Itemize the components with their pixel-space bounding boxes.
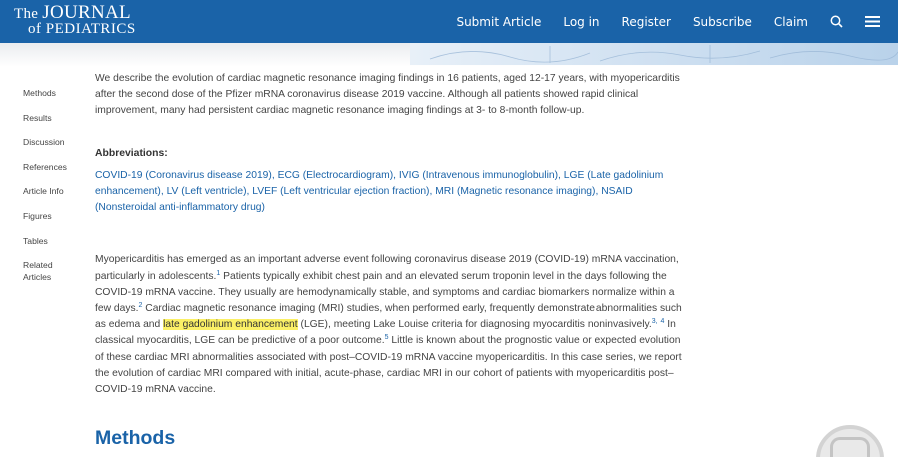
logo-the: The	[14, 6, 39, 22]
body-text: abnormalities such as edema and	[95, 303, 682, 331]
sidebar-item-discussion[interactable]: Discussion	[23, 137, 65, 148]
nav-subscribe[interactable]: Subscribe	[692, 14, 752, 29]
reference-link[interactable]: 1	[216, 269, 221, 277]
menu-icon[interactable]	[865, 15, 880, 28]
introduction-paragraph	[95, 252, 685, 398]
logo-pediatrics: PEDIATRICS	[45, 21, 136, 37]
body-text: Cardiac magnetic resonance imaging (MRI) studies, when performed early, frequently demonstrate	[142, 303, 595, 315]
highlighted-text[interactable]: late gadolinium enhancement	[163, 319, 298, 331]
sidebar-item-results[interactable]: Results	[23, 112, 52, 123]
body-text: Myopericarditis has emerged as an important adverse event following coronavirus disease 2019 (COVID-19) mRNA vaccination, particularly in adolescents.	[95, 254, 679, 282]
article-body	[95, 71, 685, 398]
sidebar-item-related-articles[interactable]	[23, 259, 83, 283]
nav-submit-article[interactable]: Submit Article	[456, 14, 542, 29]
journal-logo[interactable]	[14, 2, 136, 37]
abbreviation-item[interactable]: LV (Left ventricle)	[166, 186, 247, 198]
reference-link[interactable]: 5	[384, 334, 389, 342]
top-nav	[456, 0, 880, 43]
abbreviation-item[interactable]: NSAID (Nonsteroidal anti-inflammatory drug)	[95, 186, 633, 214]
body-text: (LGE), meeting Lake Louise criteria for diagnosing myocarditis noninvasively.	[297, 319, 652, 331]
accessibility-widget-icon[interactable]	[816, 425, 884, 457]
abbreviation-item[interactable]: ECG (Electrocardiogram)	[277, 169, 394, 181]
logo-journal: JOURNAL	[42, 2, 131, 23]
abbreviation-item[interactable]: LGE (Late gadolinium enhancement)	[95, 169, 664, 198]
section-heading-methods: Methods	[95, 427, 176, 449]
abstract-paragraph: We describe the evolution of cardiac magnetic resonance imaging findings in 16 patients, aged 12-17 years, with myopericarditis after the second dose of the Pfizer mRNA coronavirus disease 2019 vaccine. Although all patients showed rapid clinical improvement, many had persistent cardiac magnetic resonance imaging findings at 3- to 8-month follow-up.	[95, 73, 680, 117]
body-text: In classical myocarditis, LGE can be predictive of a poor outcome.	[95, 319, 676, 347]
sidebar-item-references[interactable]: References	[23, 161, 67, 172]
abbreviations-heading: Abbreviations:	[95, 147, 168, 159]
sidebar-item-methods[interactable]: Methods	[23, 88, 56, 98]
abbreviation-item[interactable]: LVEF (Left ventricular ejection fraction)	[252, 186, 430, 198]
abbreviation-item[interactable]: MRI (Magnetic resonance imaging)	[435, 186, 596, 198]
nav-claim[interactable]: Claim	[773, 14, 808, 29]
sidebar-item-article-info[interactable]: Article Info	[23, 186, 64, 197]
widget-arc	[830, 437, 870, 457]
site-header	[0, 0, 898, 43]
abbreviation-item[interactable]: IVIG (Intravenous immunoglobulin)	[398, 169, 559, 181]
abbreviation-item[interactable]: COVID-19 (Coronavirus disease 2019)	[95, 169, 272, 181]
abbreviations-list: COVID-19 (Coronavirus disease 2019), ECG (Electrocardiogram), IVIG (Intravenous immunoglobulin), LGE (Late gadolinium enhancement), LV (Left ventricle), LVEF (Left ventricular ejection fraction), MRI (Magnetic resonance imaging), NSAID (Nonsteroidal anti-inflammatory drug)	[95, 169, 664, 214]
body-text: Little is known about the prognostic value or expected evolution of these cardiac MRI abnormalities associated with post–COVID-19 mRNA vaccine myopericarditis. In this case series, we report the evolution of cardiac MRI compared with initial, acute-phase, cardiac MRI in our cohort of patients with myopericarditis post–COVID-19 mRNA vaccine.	[95, 335, 682, 396]
logo-of: of	[28, 21, 42, 37]
decorative-formula-banner	[410, 43, 898, 65]
nav-log-in[interactable]: Log in	[563, 14, 600, 29]
search-icon[interactable]	[830, 15, 843, 28]
sidebar-item-tables[interactable]: Tables	[23, 235, 48, 246]
reference-link[interactable]: 3,	[651, 318, 658, 326]
reference-link[interactable]: 4	[660, 318, 665, 326]
sidebar-item-figures[interactable]: Figures	[23, 210, 52, 221]
article-sidebar-nav	[23, 87, 83, 283]
related-line-2: Articles	[23, 272, 52, 283]
body-text: Patients typically exhibit chest pain and an elevated serum troponin level in the days following the COVID-19 mRNA vaccine. They usually are hemodynamically stable, and symptoms and cardiac biomarkers normalize within a few days.	[95, 270, 675, 315]
nav-register[interactable]: Register	[621, 14, 671, 29]
related-line-1: Related	[23, 260, 53, 271]
reference-link[interactable]: 2	[138, 302, 143, 310]
